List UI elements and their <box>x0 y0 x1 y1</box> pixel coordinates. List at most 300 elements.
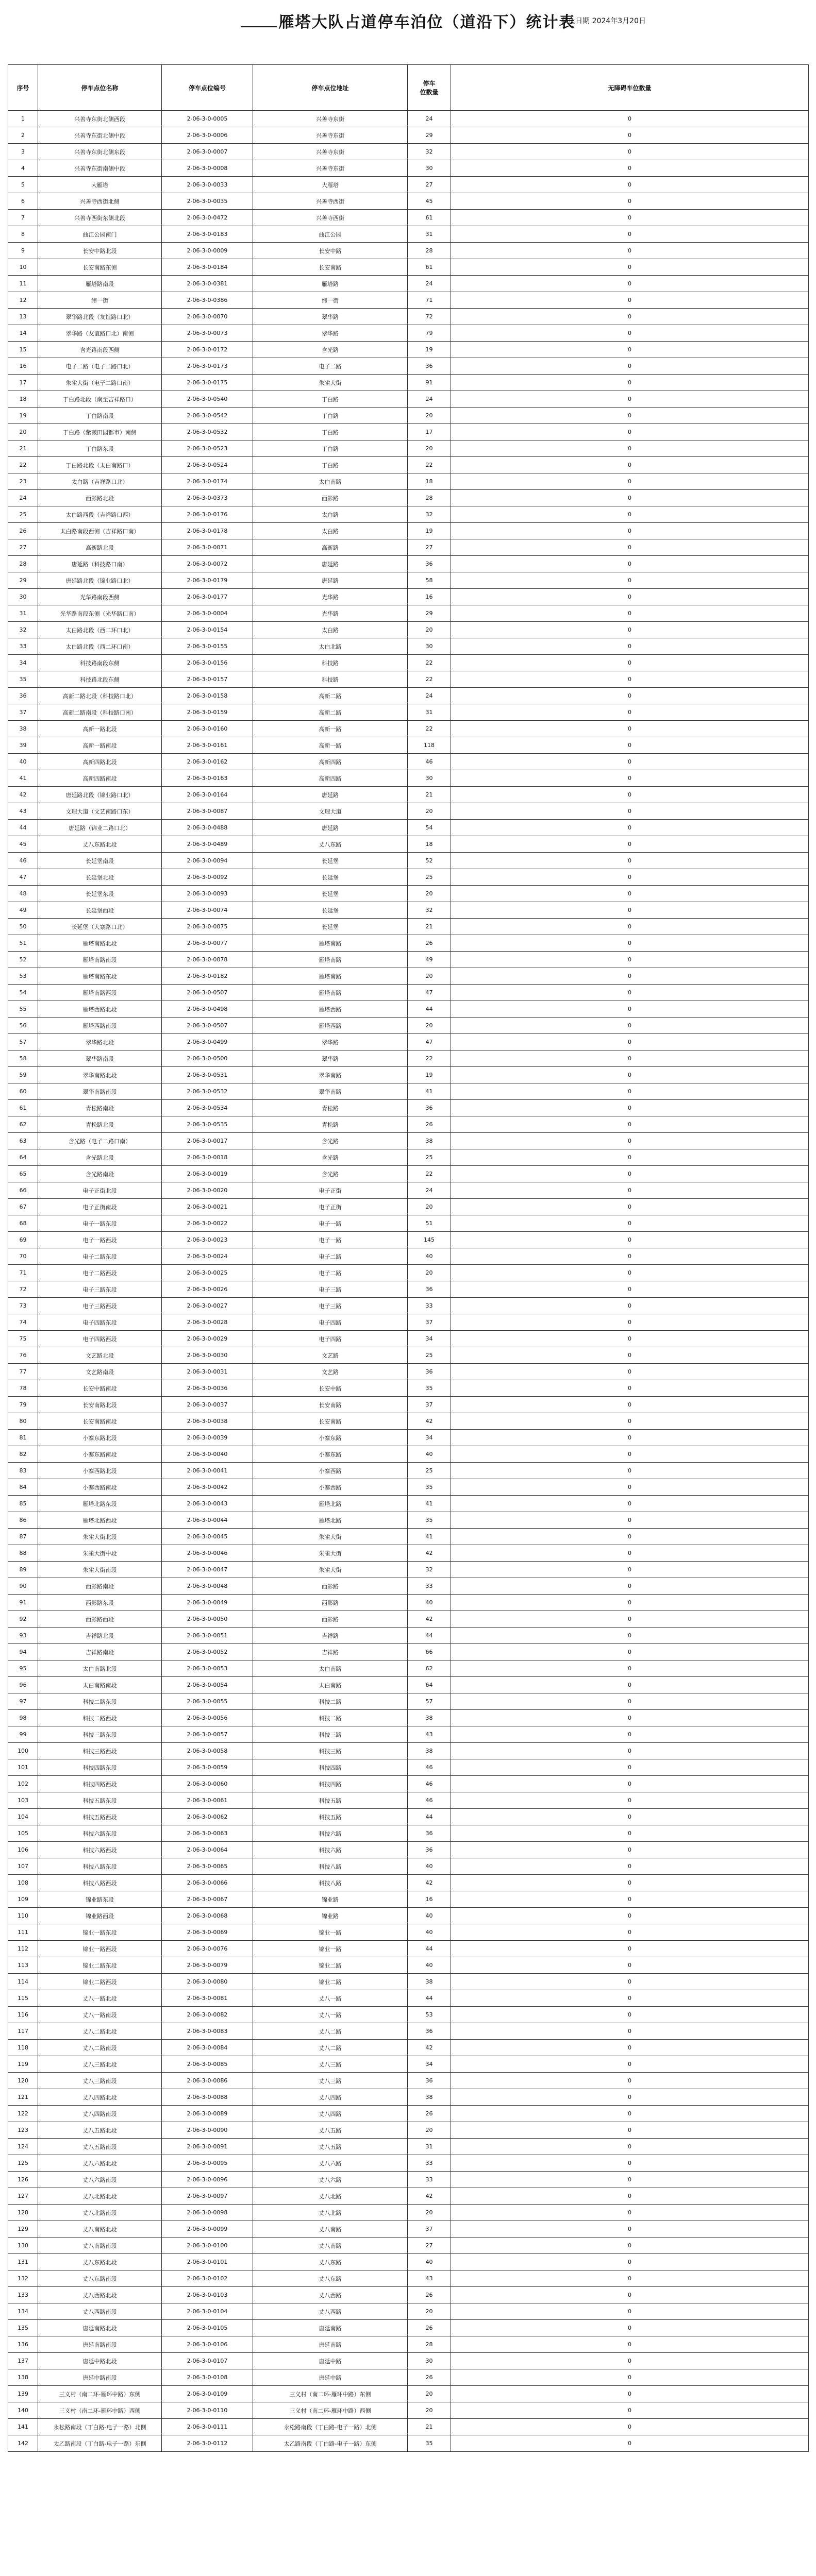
cell-index: 92 <box>8 1611 38 1628</box>
cell-address: 吉祥路 <box>253 1628 408 1644</box>
cell-count: 19 <box>408 523 451 539</box>
cell-code: 2-06-3-0-0009 <box>162 243 253 259</box>
cell-count: 32 <box>408 506 451 523</box>
table-row <box>8 1067 809 1083</box>
table-row <box>8 820 809 836</box>
table-row <box>8 935 809 952</box>
cell-index: 138 <box>8 2369 38 2386</box>
cell-name: 丈八东路北段 <box>38 2254 162 2270</box>
cell-name: 电子二路（电子二路口北） <box>38 358 162 375</box>
cell-name: 朱雀大街（电子二路口南） <box>38 375 162 391</box>
table-row <box>8 1660 809 1677</box>
cell-code: 2-06-3-0-0053 <box>162 1660 253 1677</box>
cell-address: 西影路 <box>253 1595 408 1611</box>
cell-count: 20 <box>408 1199 451 1215</box>
cell-index: 48 <box>8 886 38 902</box>
cell-index: 79 <box>8 1397 38 1413</box>
cell-code: 2-06-3-0-0020 <box>162 1182 253 1199</box>
cell-index: 130 <box>8 2238 38 2254</box>
cell-accessible: 0 <box>451 160 809 177</box>
cell-index: 118 <box>8 2040 38 2056</box>
col-header-address: 停车点位地址 <box>253 65 408 111</box>
page-title <box>0 9 816 32</box>
cell-address: 纬一街 <box>253 292 408 309</box>
cell-code: 2-06-3-0-0158 <box>162 688 253 704</box>
cell-name: 丈八二路南段 <box>38 2040 162 2056</box>
cell-code: 2-06-3-0-0008 <box>162 160 253 177</box>
col-header-code: 停车点位编号 <box>162 65 253 111</box>
cell-index: 6 <box>8 193 38 210</box>
table-row <box>8 193 809 210</box>
table-row <box>8 259 809 276</box>
cell-code: 2-06-3-0-0026 <box>162 1281 253 1298</box>
cell-address: 翠华路 <box>253 325 408 342</box>
cell-count: 37 <box>408 1397 451 1413</box>
cell-address: 锦业路 <box>253 1908 408 1924</box>
cell-accessible: 0 <box>451 754 809 770</box>
cell-count: 36 <box>408 358 451 375</box>
cell-code: 2-06-3-0-0087 <box>162 803 253 820</box>
cell-count: 41 <box>408 1529 451 1545</box>
cell-name: 丈八北路南段 <box>38 2205 162 2221</box>
cell-index: 116 <box>8 2007 38 2023</box>
cell-count: 27 <box>408 177 451 193</box>
table-row <box>8 1018 809 1034</box>
table-row <box>8 2287 809 2303</box>
cell-name: 电子正街北段 <box>38 1182 162 1199</box>
cell-accessible: 0 <box>451 1430 809 1446</box>
cell-index: 129 <box>8 2221 38 2238</box>
cell-code: 2-06-3-0-0059 <box>162 1759 253 1776</box>
table-row <box>8 1347 809 1364</box>
cell-index: 13 <box>8 309 38 325</box>
cell-accessible: 0 <box>451 210 809 226</box>
cell-index: 77 <box>8 1364 38 1380</box>
cell-accessible: 0 <box>451 2007 809 2023</box>
cell-code: 2-06-3-0-0028 <box>162 1314 253 1331</box>
table-row <box>8 1034 809 1050</box>
cell-index: 100 <box>8 1743 38 1759</box>
cell-name: 翠华南路南段 <box>38 1083 162 1100</box>
cell-code: 2-06-3-0-0064 <box>162 1842 253 1858</box>
cell-name: 雁塔南路西段 <box>38 985 162 1001</box>
table-row <box>8 1677 809 1693</box>
cell-index: 11 <box>8 276 38 292</box>
cell-name: 雁塔南路东段 <box>38 968 162 985</box>
cell-address: 兴善寺东街 <box>253 160 408 177</box>
document-header <box>0 0 816 46</box>
cell-count: 44 <box>408 1809 451 1825</box>
table-row <box>8 1974 809 1990</box>
cell-accessible: 0 <box>451 375 809 391</box>
cell-index: 33 <box>8 638 38 655</box>
cell-name: 电子三路西段 <box>38 1298 162 1314</box>
cell-address: 含光路 <box>253 342 408 358</box>
cell-accessible: 0 <box>451 2238 809 2254</box>
cell-name: 太白路南段西侧（吉祥路口南） <box>38 523 162 539</box>
cell-index: 127 <box>8 2188 38 2205</box>
cell-accessible: 0 <box>451 1644 809 1660</box>
cell-accessible: 0 <box>451 671 809 688</box>
cell-accessible: 0 <box>451 177 809 193</box>
cell-count: 28 <box>408 490 451 506</box>
cell-code: 2-06-3-0-0051 <box>162 1628 253 1644</box>
cell-address: 丈八二路 <box>253 2023 408 2040</box>
cell-index: 4 <box>8 160 38 177</box>
cell-code: 2-06-3-0-0022 <box>162 1215 253 1232</box>
cell-code: 2-06-3-0-0076 <box>162 1941 253 1957</box>
cell-name: 小寨西路南段 <box>38 1479 162 1496</box>
cell-code: 2-06-3-0-0157 <box>162 671 253 688</box>
cell-code: 2-06-3-0-0027 <box>162 1298 253 1314</box>
cell-name: 唐延中路南段 <box>38 2369 162 2386</box>
cell-name: 太白路西段（吉祥路口西） <box>38 506 162 523</box>
cell-count: 33 <box>408 2155 451 2172</box>
table-row <box>8 408 809 424</box>
cell-code: 2-06-3-0-0035 <box>162 193 253 210</box>
cell-address: 雁塔北路 <box>253 1512 408 1529</box>
cell-code: 2-06-3-0-0019 <box>162 1166 253 1182</box>
cell-address: 唐延路 <box>253 787 408 803</box>
cell-name: 翠华路北段（友谊路口北） <box>38 309 162 325</box>
cell-name: 丈八四路南段 <box>38 2106 162 2122</box>
cell-code: 2-06-3-0-0524 <box>162 457 253 473</box>
cell-index: 86 <box>8 1512 38 1529</box>
cell-index: 78 <box>8 1380 38 1397</box>
cell-address: 朱雀大街 <box>253 375 408 391</box>
table-row <box>8 1100 809 1116</box>
cell-code: 2-06-3-0-0078 <box>162 952 253 968</box>
table-row <box>8 111 809 127</box>
cell-index: 109 <box>8 1891 38 1908</box>
cell-accessible: 0 <box>451 1809 809 1825</box>
col-header-count: 停车 位数量 <box>408 65 451 111</box>
cell-address: 三义村（南二环-雁环中路）东侧 <box>253 2386 408 2402</box>
table-row <box>8 1759 809 1776</box>
table-row <box>8 226 809 243</box>
cell-address: 高新二路 <box>253 704 408 721</box>
cell-address: 丈八北路 <box>253 2205 408 2221</box>
cell-code: 2-06-3-0-0031 <box>162 1364 253 1380</box>
cell-code: 2-06-3-0-0173 <box>162 358 253 375</box>
cell-index: 38 <box>8 721 38 737</box>
cell-name: 电子二路东段 <box>38 1248 162 1265</box>
cell-index: 84 <box>8 1479 38 1496</box>
table-row <box>8 1891 809 1908</box>
table-row <box>8 2336 809 2353</box>
cell-index: 10 <box>8 259 38 276</box>
cell-name: 唐延路（锦业二路口北） <box>38 820 162 836</box>
cell-address: 科技六路 <box>253 1842 408 1858</box>
cell-accessible: 0 <box>451 2287 809 2303</box>
cell-index: 63 <box>8 1133 38 1149</box>
cell-index: 65 <box>8 1166 38 1182</box>
cell-accessible: 0 <box>451 1397 809 1413</box>
cell-index: 104 <box>8 1809 38 1825</box>
cell-address: 电子二路 <box>253 358 408 375</box>
cell-code: 2-06-3-0-0159 <box>162 704 253 721</box>
table-row <box>8 622 809 638</box>
cell-name: 丈八北路北段 <box>38 2188 162 2205</box>
cell-accessible: 0 <box>451 2320 809 2336</box>
cell-accessible: 0 <box>451 408 809 424</box>
table-row <box>8 1545 809 1562</box>
cell-count: 25 <box>408 869 451 886</box>
cell-code: 2-06-3-0-0101 <box>162 2254 253 2270</box>
table-row <box>8 1743 809 1759</box>
cell-accessible: 0 <box>451 1215 809 1232</box>
table-row <box>8 1726 809 1743</box>
cell-accessible: 0 <box>451 1265 809 1281</box>
cell-code: 2-06-3-0-0090 <box>162 2122 253 2139</box>
cell-count: 52 <box>408 853 451 869</box>
cell-address: 丈八五路 <box>253 2139 408 2155</box>
cell-code: 2-06-3-0-0004 <box>162 605 253 622</box>
cell-count: 22 <box>408 457 451 473</box>
cell-address: 丈八四路 <box>253 2089 408 2106</box>
cell-name: 含光路南段 <box>38 1166 162 1182</box>
table-row <box>8 391 809 408</box>
cell-address: 丈八五路 <box>253 2122 408 2139</box>
cell-name: 丈八西路北段 <box>38 2287 162 2303</box>
table-row <box>8 1248 809 1265</box>
cell-code: 2-06-3-0-0023 <box>162 1232 253 1248</box>
cell-index: 95 <box>8 1660 38 1677</box>
cell-accessible: 0 <box>451 1875 809 1891</box>
table-row <box>8 1479 809 1496</box>
cell-accessible: 0 <box>451 1578 809 1595</box>
cell-count: 24 <box>408 1182 451 1199</box>
cell-name: 高新一路南段 <box>38 737 162 754</box>
cell-code: 2-06-3-0-0058 <box>162 1743 253 1759</box>
cell-index: 46 <box>8 853 38 869</box>
cell-index: 72 <box>8 1281 38 1298</box>
cell-code: 2-06-3-0-0386 <box>162 292 253 309</box>
cell-index: 14 <box>8 325 38 342</box>
cell-name: 科技四路西段 <box>38 1776 162 1792</box>
cell-code: 2-06-3-0-0531 <box>162 1067 253 1083</box>
cell-name: 西影路东段 <box>38 1595 162 1611</box>
cell-name: 三义村（南二环-雁环中路）西侧 <box>38 2402 162 2419</box>
table-row <box>8 1215 809 1232</box>
table-row <box>8 721 809 737</box>
table-row <box>8 1298 809 1314</box>
cell-accessible: 0 <box>451 1463 809 1479</box>
cell-name: 锦业路西段 <box>38 1908 162 1924</box>
cell-index: 62 <box>8 1116 38 1133</box>
cell-address: 丈八六路 <box>253 2172 408 2188</box>
cell-code: 2-06-3-0-0046 <box>162 1545 253 1562</box>
cell-name: 兴善寺西街北侧 <box>38 193 162 210</box>
table-row <box>8 902 809 919</box>
cell-count: 20 <box>408 1018 451 1034</box>
cell-address: 丁白路 <box>253 424 408 440</box>
cell-name: 小寨东路北段 <box>38 1430 162 1446</box>
table-row <box>8 1331 809 1347</box>
cell-count: 22 <box>408 671 451 688</box>
cell-count: 44 <box>408 1941 451 1957</box>
cell-count: 32 <box>408 144 451 160</box>
cell-count: 36 <box>408 1100 451 1116</box>
cell-accessible: 0 <box>451 1314 809 1331</box>
cell-count: 42 <box>408 1875 451 1891</box>
table-row <box>8 2023 809 2040</box>
cell-accessible: 0 <box>451 1182 809 1199</box>
cell-count: 21 <box>408 787 451 803</box>
cell-count: 26 <box>408 2320 451 2336</box>
cell-name: 高新路北段 <box>38 539 162 556</box>
cell-index: 125 <box>8 2155 38 2172</box>
cell-count: 21 <box>408 919 451 935</box>
cell-count: 36 <box>408 1842 451 1858</box>
cell-address: 丈八三路 <box>253 2073 408 2089</box>
cell-index: 15 <box>8 342 38 358</box>
cell-code: 2-06-3-0-0065 <box>162 1858 253 1875</box>
cell-code: 2-06-3-0-0097 <box>162 2188 253 2205</box>
cell-address: 科技四路 <box>253 1776 408 1792</box>
cell-name: 含光路（电子二路口南） <box>38 1133 162 1149</box>
cell-code: 2-06-3-0-0055 <box>162 1693 253 1710</box>
cell-address: 长延堡 <box>253 919 408 935</box>
cell-accessible: 0 <box>451 1050 809 1067</box>
cell-accessible: 0 <box>451 1199 809 1215</box>
cell-count: 20 <box>408 803 451 820</box>
cell-code: 2-06-3-0-0041 <box>162 1463 253 1479</box>
cell-index: 122 <box>8 2106 38 2122</box>
table-row <box>8 1133 809 1149</box>
cell-code: 2-06-3-0-0162 <box>162 754 253 770</box>
cell-code: 2-06-3-0-0096 <box>162 2172 253 2188</box>
cell-name: 太白南路南段 <box>38 1677 162 1693</box>
table-row <box>8 1446 809 1463</box>
cell-index: 45 <box>8 836 38 853</box>
cell-index: 135 <box>8 2320 38 2336</box>
cell-name: 丈八三路南段 <box>38 2073 162 2089</box>
cell-name: 丈八东路北段 <box>38 836 162 853</box>
cell-accessible: 0 <box>451 902 809 919</box>
cell-code: 2-06-3-0-0033 <box>162 177 253 193</box>
table-row <box>8 2172 809 2188</box>
table-row <box>8 968 809 985</box>
cell-address: 雁塔北路 <box>253 1496 408 1512</box>
cell-accessible: 0 <box>451 1908 809 1924</box>
cell-index: 112 <box>8 1941 38 1957</box>
cell-address: 丈八六路 <box>253 2155 408 2172</box>
cell-code: 2-06-3-0-0075 <box>162 919 253 935</box>
cell-code: 2-06-3-0-0024 <box>162 1248 253 1265</box>
cell-index: 128 <box>8 2205 38 2221</box>
cell-index: 5 <box>8 177 38 193</box>
cell-name: 太乙路南段（丁白路-电子一路）东侧 <box>38 2435 162 2452</box>
cell-accessible: 0 <box>451 655 809 671</box>
cell-address: 丁白路 <box>253 391 408 408</box>
cell-name: 长延堡西段 <box>38 902 162 919</box>
cell-index: 44 <box>8 820 38 836</box>
cell-count: 38 <box>408 1974 451 1990</box>
cell-code: 2-06-3-0-0098 <box>162 2205 253 2221</box>
cell-count: 40 <box>408 2254 451 2270</box>
cell-accessible: 0 <box>451 985 809 1001</box>
cell-count: 42 <box>408 1545 451 1562</box>
cell-count: 37 <box>408 2221 451 2238</box>
cell-count: 40 <box>408 1924 451 1941</box>
cell-count: 32 <box>408 902 451 919</box>
cell-index: 53 <box>8 968 38 985</box>
cell-count: 42 <box>408 1611 451 1628</box>
cell-code: 2-06-3-0-0025 <box>162 1265 253 1281</box>
cell-code: 2-06-3-0-0183 <box>162 226 253 243</box>
cell-name: 兴善寺东街北侧东段 <box>38 144 162 160</box>
cell-count: 145 <box>408 1232 451 1248</box>
cell-count: 16 <box>408 1891 451 1908</box>
cell-accessible: 0 <box>451 424 809 440</box>
table-row <box>8 2353 809 2369</box>
cell-address: 永松路南段（丁白路-电子一路）北侧 <box>253 2419 408 2435</box>
cell-index: 3 <box>8 144 38 160</box>
cell-address: 雁塔南路 <box>253 952 408 968</box>
cell-count: 30 <box>408 2353 451 2369</box>
cell-index: 25 <box>8 506 38 523</box>
cell-count: 38 <box>408 2089 451 2106</box>
cell-count: 35 <box>408 1380 451 1397</box>
cell-index: 74 <box>8 1314 38 1331</box>
cell-address: 锦业二路 <box>253 1974 408 1990</box>
table-row <box>8 375 809 391</box>
cell-code: 2-06-3-0-0107 <box>162 2353 253 2369</box>
cell-accessible: 0 <box>451 1232 809 1248</box>
cell-code: 2-06-3-0-0006 <box>162 127 253 144</box>
cell-code: 2-06-3-0-0072 <box>162 556 253 572</box>
cell-address: 丈八南路 <box>253 2238 408 2254</box>
table-row <box>8 1314 809 1331</box>
cell-index: 75 <box>8 1331 38 1347</box>
table-row <box>8 1001 809 1018</box>
cell-accessible: 0 <box>451 853 809 869</box>
cell-code: 2-06-3-0-0068 <box>162 1908 253 1924</box>
cell-code: 2-06-3-0-0182 <box>162 968 253 985</box>
cell-accessible: 0 <box>451 2353 809 2369</box>
table-row <box>8 1149 809 1166</box>
cell-index: 71 <box>8 1265 38 1281</box>
cell-address: 唐延路 <box>253 556 408 572</box>
cell-accessible: 0 <box>451 1067 809 1083</box>
cell-count: 24 <box>408 111 451 127</box>
cell-count: 42 <box>408 1413 451 1430</box>
cell-accessible: 0 <box>451 1693 809 1710</box>
table-row <box>8 1199 809 1215</box>
table-row <box>8 1430 809 1446</box>
cell-name: 大雁塔 <box>38 177 162 193</box>
table-row <box>8 1380 809 1397</box>
cell-code: 2-06-3-0-0109 <box>162 2386 253 2402</box>
cell-address: 高新四路 <box>253 754 408 770</box>
cell-name: 雁塔西路北段 <box>38 1001 162 1018</box>
parking-table <box>8 64 809 2452</box>
table-row <box>8 1050 809 1067</box>
table-row <box>8 2007 809 2023</box>
table-row <box>8 1562 809 1578</box>
cell-code: 2-06-3-0-0507 <box>162 985 253 1001</box>
cell-name: 丈八一路北段 <box>38 1990 162 2007</box>
cell-accessible: 0 <box>451 2435 809 2452</box>
cell-count: 38 <box>408 1133 451 1149</box>
cell-count: 30 <box>408 770 451 787</box>
cell-count: 16 <box>408 589 451 605</box>
cell-address: 高新一路 <box>253 737 408 754</box>
cell-index: 29 <box>8 572 38 589</box>
cell-address: 长延堡 <box>253 902 408 919</box>
col-header-name: 停车点位名称 <box>38 65 162 111</box>
